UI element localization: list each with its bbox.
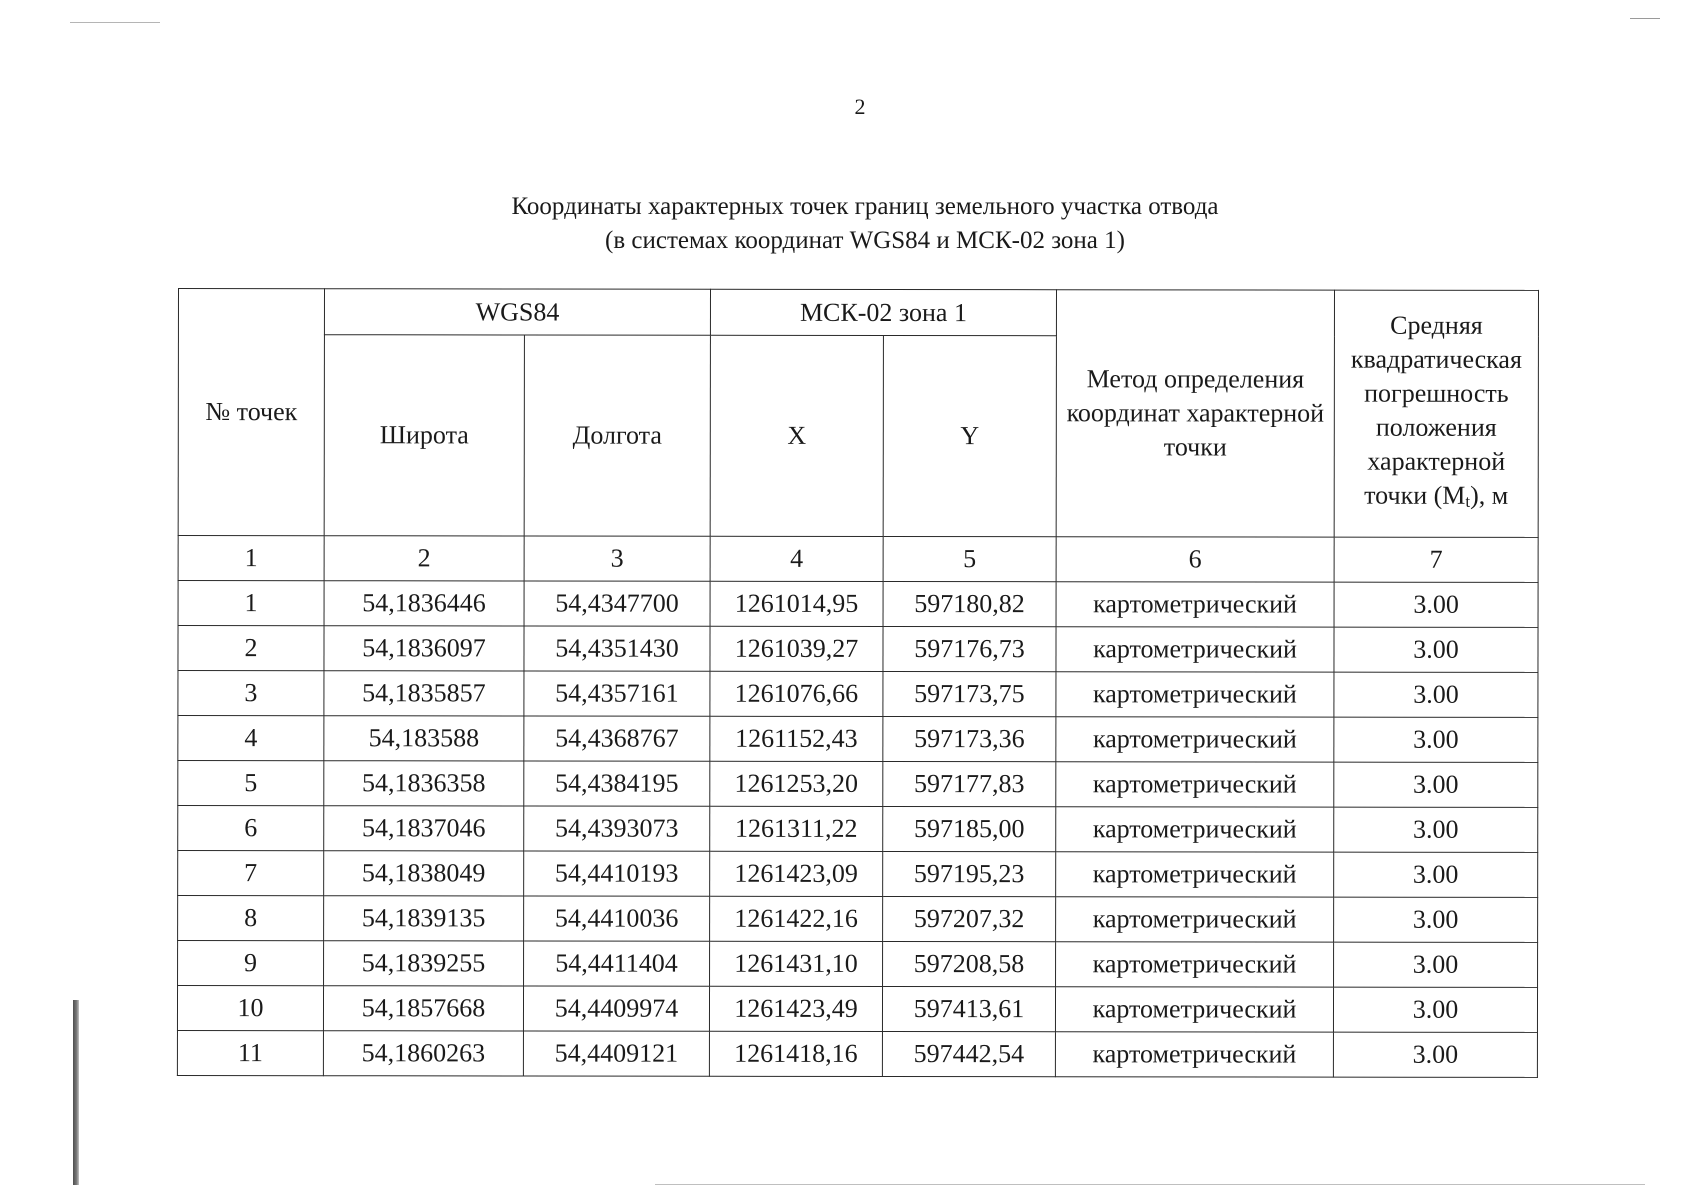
x-coordinate-cell: 1261253,20 — [710, 761, 883, 806]
method-cell: картометрический — [1056, 582, 1334, 627]
method-cell: картометрический — [1056, 627, 1334, 672]
x-coordinate-cell: 1261423,09 — [710, 851, 883, 896]
page-number: 2 — [854, 94, 866, 119]
error-cell: 3.00 — [1334, 717, 1538, 762]
table-row — [178, 626, 1538, 673]
table-row — [178, 896, 1538, 943]
latitude-cell: 54,1836358 — [324, 761, 524, 806]
x-coordinate-cell: 1261423,49 — [709, 986, 882, 1031]
point-number-cell: 2 — [178, 626, 324, 671]
error-cell: 3.00 — [1334, 807, 1538, 852]
longitude-cell: 54,4384195 — [524, 761, 710, 806]
point-number-cell: 1 — [178, 581, 324, 626]
table-row — [177, 1031, 1537, 1078]
y-coordinate-cell: 597442,54 — [882, 1031, 1055, 1076]
method-cell: картометрический — [1056, 942, 1334, 987]
header-point-no: № точек — [178, 289, 324, 536]
method-cell: картометрический — [1056, 672, 1334, 717]
error-cell: 3.00 — [1334, 942, 1538, 987]
method-cell: картометрический — [1056, 717, 1334, 762]
column-number: 2 — [324, 536, 524, 581]
longitude-cell: 54,4368767 — [524, 716, 710, 761]
x-coordinate-cell: 1261014,95 — [710, 581, 883, 626]
method-cell: картометрический — [1056, 807, 1334, 852]
longitude-cell: 54,4409974 — [523, 986, 709, 1031]
column-number: 5 — [883, 536, 1056, 581]
y-coordinate-cell: 597413,61 — [882, 986, 1055, 1031]
header-row-1 — [178, 289, 1538, 337]
scan-artifact-right-line — [1630, 18, 1660, 19]
table-row — [178, 761, 1538, 808]
y-coordinate-cell: 597180,82 — [883, 581, 1056, 626]
x-coordinate-cell: 1261431,10 — [710, 941, 883, 986]
x-coordinate-cell: 1261076,66 — [710, 671, 883, 716]
column-number-row — [178, 536, 1538, 583]
point-number-cell: 3 — [178, 671, 324, 716]
header-error-suffix: ), м — [1470, 480, 1509, 510]
table-row — [178, 716, 1538, 763]
scan-artifact-left-edge — [73, 1000, 79, 1185]
x-coordinate-cell: 1261422,16 — [710, 896, 883, 941]
x-coordinate-cell: 1261039,27 — [710, 626, 883, 671]
method-cell: картометрический — [1056, 762, 1334, 807]
header-error-prefix: Средняя квадратическая погрешность положения характерной точки (M — [1350, 310, 1522, 510]
method-cell: картометрический — [1056, 852, 1334, 897]
longitude-cell: 54,4347700 — [524, 581, 710, 626]
table-row — [178, 671, 1538, 718]
method-cell: картометрический — [1056, 897, 1334, 942]
point-number-cell: 6 — [178, 806, 324, 851]
latitude-cell: 54,183588 — [324, 716, 524, 761]
table-body — [177, 581, 1538, 1078]
latitude-cell: 54,1839255 — [324, 941, 524, 986]
x-coordinate-cell: 1261311,22 — [710, 806, 883, 851]
header-longitude: Долгота — [524, 335, 710, 536]
column-number: 6 — [1056, 537, 1334, 582]
point-number-cell: 8 — [178, 896, 324, 941]
method-cell: картометрический — [1055, 1032, 1333, 1077]
latitude-cell: 54,1836446 — [324, 581, 524, 626]
y-coordinate-cell: 597195,23 — [883, 851, 1056, 896]
point-number-cell: 10 — [177, 986, 323, 1031]
scan-artifact-bottom-line — [655, 1184, 1645, 1185]
point-number-cell: 9 — [178, 941, 324, 986]
column-number: 1 — [178, 536, 324, 581]
error-cell: 3.00 — [1334, 762, 1538, 807]
latitude-cell: 54,1857668 — [323, 986, 523, 1031]
header-error — [1334, 290, 1538, 537]
y-coordinate-cell: 597185,00 — [883, 806, 1056, 851]
column-number: 4 — [710, 536, 883, 581]
x-coordinate-cell: 1261152,43 — [710, 716, 883, 761]
longitude-cell: 54,4351430 — [524, 626, 710, 671]
y-coordinate-cell: 597173,36 — [883, 716, 1056, 761]
document-title — [0, 190, 1697, 258]
title-line-2: (в системах координат WGS84 и МСК-02 зона 1) — [605, 227, 1125, 254]
scan-artifact-top-line — [70, 22, 160, 23]
point-number-cell: 7 — [178, 851, 324, 896]
error-cell: 3.00 — [1334, 672, 1538, 717]
longitude-cell: 54,4357161 — [524, 671, 710, 716]
header-method: Метод определения координат характерной точки — [1056, 290, 1334, 537]
latitude-cell: 54,1836097 — [324, 626, 524, 671]
error-cell: 3.00 — [1334, 582, 1538, 627]
column-number: 3 — [524, 536, 710, 581]
error-cell: 3.00 — [1334, 627, 1538, 672]
table-row — [177, 986, 1537, 1033]
y-coordinate-cell: 597176,73 — [883, 626, 1056, 671]
latitude-cell: 54,1838049 — [324, 851, 524, 896]
coordinates-table — [177, 288, 1539, 1078]
latitude-cell: 54,1837046 — [324, 806, 524, 851]
point-number-cell: 11 — [177, 1031, 323, 1076]
header-msk: МСК-02 зона 1 — [710, 289, 1056, 335]
method-cell: картометрический — [1055, 987, 1333, 1032]
error-cell: 3.00 — [1334, 852, 1538, 897]
longitude-cell: 54,4410036 — [524, 896, 710, 941]
y-coordinate-cell: 597173,75 — [883, 671, 1056, 716]
title-line-1: Координаты характерных точек границ земельного участка отвода — [511, 193, 1219, 220]
point-number-cell: 5 — [178, 761, 324, 806]
latitude-cell: 54,1839135 — [324, 896, 524, 941]
table-row — [178, 806, 1538, 853]
column-number: 7 — [1334, 537, 1538, 582]
latitude-cell: 54,1835857 — [324, 671, 524, 716]
header-y: Y — [883, 335, 1056, 536]
longitude-cell: 54,4411404 — [524, 941, 710, 986]
y-coordinate-cell: 597207,32 — [883, 896, 1056, 941]
x-coordinate-cell: 1261418,16 — [709, 1031, 882, 1076]
y-coordinate-cell: 597208,58 — [883, 941, 1056, 986]
longitude-cell: 54,4409121 — [523, 1031, 709, 1076]
longitude-cell: 54,4393073 — [524, 806, 710, 851]
header-wgs84: WGS84 — [324, 289, 710, 336]
point-number-cell: 4 — [178, 716, 324, 761]
header-x: X — [710, 335, 883, 536]
table-row — [178, 941, 1538, 988]
error-cell: 3.00 — [1333, 1032, 1537, 1077]
longitude-cell: 54,4410193 — [524, 851, 710, 896]
error-cell: 3.00 — [1334, 897, 1538, 942]
error-cell: 3.00 — [1333, 987, 1537, 1032]
table-row — [178, 851, 1538, 898]
header-error-subscript: t — [1465, 491, 1471, 511]
y-coordinate-cell: 597177,83 — [883, 761, 1056, 806]
header-latitude: Широта — [324, 335, 524, 536]
table-row — [178, 581, 1538, 628]
latitude-cell: 54,1860263 — [323, 1031, 523, 1076]
